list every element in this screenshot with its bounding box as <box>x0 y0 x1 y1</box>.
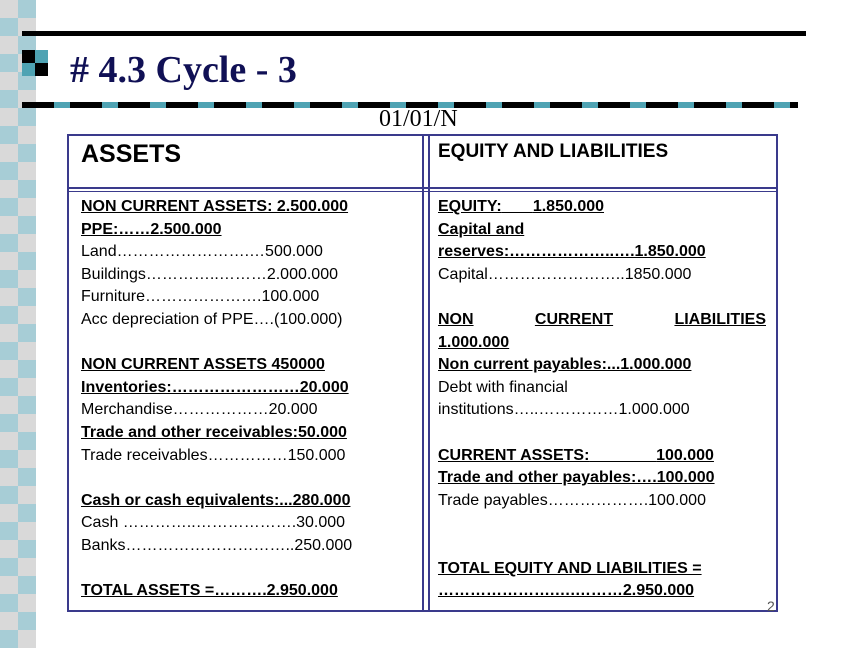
strip-cell <box>18 468 36 486</box>
equity-liabilities-header: EQUITY AND LIABILITIES <box>438 141 669 162</box>
strip-cell <box>0 54 18 72</box>
strip-cell <box>0 360 18 378</box>
assets-line: Cash or cash equivalents:...280.000 <box>81 491 351 509</box>
strip-cell <box>18 558 36 576</box>
equity-label: EQUITY: <box>438 198 502 215</box>
strip-cell <box>0 486 18 504</box>
current-label: CURRENT ASSETS: <box>438 446 590 464</box>
strip-cell <box>0 72 18 90</box>
strip-cell <box>18 576 36 594</box>
strip-cell <box>18 180 36 198</box>
assets-line: NON CURRENT ASSETS 450000 <box>81 356 325 374</box>
table-header-rule <box>67 187 778 189</box>
strip-cell <box>0 630 18 648</box>
strip-cell <box>0 504 18 522</box>
assets-line: PPE:……2.500.000 <box>81 220 222 238</box>
assets-line: Acc depreciation of PPE….(100.000) <box>81 310 343 328</box>
assets-line: Furniture………………….100.000 <box>81 288 320 306</box>
assets-column <box>81 196 352 603</box>
strip-cell <box>0 450 18 468</box>
strip-cell <box>18 0 36 18</box>
assets-header: ASSETS <box>81 140 182 168</box>
equity-line: Trade payables……………….100.000 <box>438 491 706 509</box>
strip-cell <box>0 378 18 396</box>
ncl-word: LIABILITIES <box>674 310 766 328</box>
equity-liabilities-column <box>438 196 766 603</box>
strip-cell <box>18 126 36 144</box>
assets-line: Cash …………..……………….30.000 <box>81 514 346 532</box>
equity-total: TOTAL EQUITY AND LIABILITIES = <box>438 559 702 577</box>
strip-cell <box>0 234 18 252</box>
strip-cell <box>0 324 18 342</box>
spacer <box>438 535 766 558</box>
strip-cell <box>0 162 18 180</box>
equity-total: ………………….….………2.950.000 <box>438 582 695 600</box>
spacer <box>81 558 352 581</box>
spacer <box>438 512 766 535</box>
strip-cell <box>0 144 18 162</box>
strip-cell <box>0 522 18 540</box>
strip-cell <box>18 360 36 378</box>
assets-line: NON CURRENT ASSETS: 2.500.000 <box>81 198 349 215</box>
equity-line <box>438 196 766 219</box>
title-bullet-icon <box>22 50 48 76</box>
current-line <box>438 445 766 468</box>
strip-cell <box>18 162 36 180</box>
equity-value: 1.850.000 <box>532 198 605 215</box>
strip-cell <box>0 468 18 486</box>
strip-cell <box>0 126 18 144</box>
equity-line: Capital and <box>438 220 525 238</box>
slide-title: # 4.3 Cycle - 3 <box>70 49 297 91</box>
assets-line: Banks…………………………..250.000 <box>81 536 353 554</box>
strip-cell <box>0 18 18 36</box>
equity-line: institutions…..……………1.000.000 <box>438 401 690 419</box>
strip-cell <box>0 90 18 108</box>
strip-cell <box>18 486 36 504</box>
strip-cell <box>0 558 18 576</box>
decorative-strip <box>0 0 36 636</box>
strip-cell <box>18 144 36 162</box>
spacer <box>81 332 352 355</box>
strip-cell <box>0 0 18 18</box>
current-value: 100.000 <box>656 446 714 464</box>
strip-cell <box>18 540 36 558</box>
assets-line: Trade receivables……………150.000 <box>81 446 346 464</box>
strip-cell <box>0 108 18 126</box>
strip-cell <box>18 504 36 522</box>
strip-cell <box>18 594 36 612</box>
strip-cell <box>0 198 18 216</box>
strip-cell <box>0 540 18 558</box>
strip-cell <box>0 252 18 270</box>
strip-cell <box>0 306 18 324</box>
strip-cell <box>18 432 36 450</box>
spacer <box>438 422 766 445</box>
strip-cell <box>0 288 18 306</box>
strip-cell <box>18 342 36 360</box>
equity-line: Trade and other payables:….100.000 <box>438 469 715 487</box>
strip-cell <box>0 576 18 594</box>
strip-cell <box>0 612 18 630</box>
strip-cell <box>18 324 36 342</box>
strip-cell <box>18 270 36 288</box>
assets-line: Buildings…………..………2.000.000 <box>81 265 338 283</box>
table-header-rule <box>67 191 778 192</box>
strip-cell <box>18 396 36 414</box>
table-divider <box>428 134 430 612</box>
strip-cell <box>18 288 36 306</box>
equity-line: Non current payables:...1.000.000 <box>438 356 692 374</box>
assets-line: Merchandise………………20.000 <box>81 401 318 419</box>
assets-line: Land…………………….…500.000 <box>81 243 323 261</box>
strip-cell <box>0 216 18 234</box>
equity-line: Capital……………………..1850.000 <box>438 265 692 283</box>
ncl-word: CURRENT <box>534 310 614 328</box>
balance-date: 01/01/N <box>379 106 458 132</box>
strip-cell <box>18 522 36 540</box>
strip-cell <box>18 612 36 630</box>
strip-cell <box>18 450 36 468</box>
equity-line: 1.000.000 <box>438 333 510 351</box>
strip-cell <box>18 630 36 648</box>
equity-line: reserves:………………..….1.850.000 <box>438 243 706 261</box>
strip-cell <box>0 432 18 450</box>
strip-cell <box>0 594 18 612</box>
strip-cell <box>0 414 18 432</box>
strip-cell <box>18 414 36 432</box>
strip-cell <box>0 270 18 288</box>
ncl-word: NON <box>438 310 474 328</box>
page-number: 2 <box>767 598 775 614</box>
strip-cell <box>18 252 36 270</box>
equity-line: Debt with financial <box>438 378 568 396</box>
top-rule <box>22 31 806 36</box>
strip-cell <box>18 306 36 324</box>
assets-total: TOTAL ASSETS =……….2.950.000 <box>81 582 338 600</box>
strip-cell <box>18 108 36 126</box>
strip-cell <box>18 216 36 234</box>
assets-line: Inventories:……………………20.000 <box>81 378 349 396</box>
strip-cell <box>0 342 18 360</box>
assets-line: Trade and other receivables:50.000 <box>81 423 347 441</box>
table-divider <box>422 134 424 612</box>
ncl-line <box>438 309 766 332</box>
spacer <box>81 467 352 490</box>
spacer <box>438 286 766 309</box>
strip-cell <box>0 396 18 414</box>
strip-cell <box>0 180 18 198</box>
strip-cell <box>18 378 36 396</box>
strip-cell <box>18 234 36 252</box>
strip-cell <box>0 36 18 54</box>
strip-cell <box>18 198 36 216</box>
